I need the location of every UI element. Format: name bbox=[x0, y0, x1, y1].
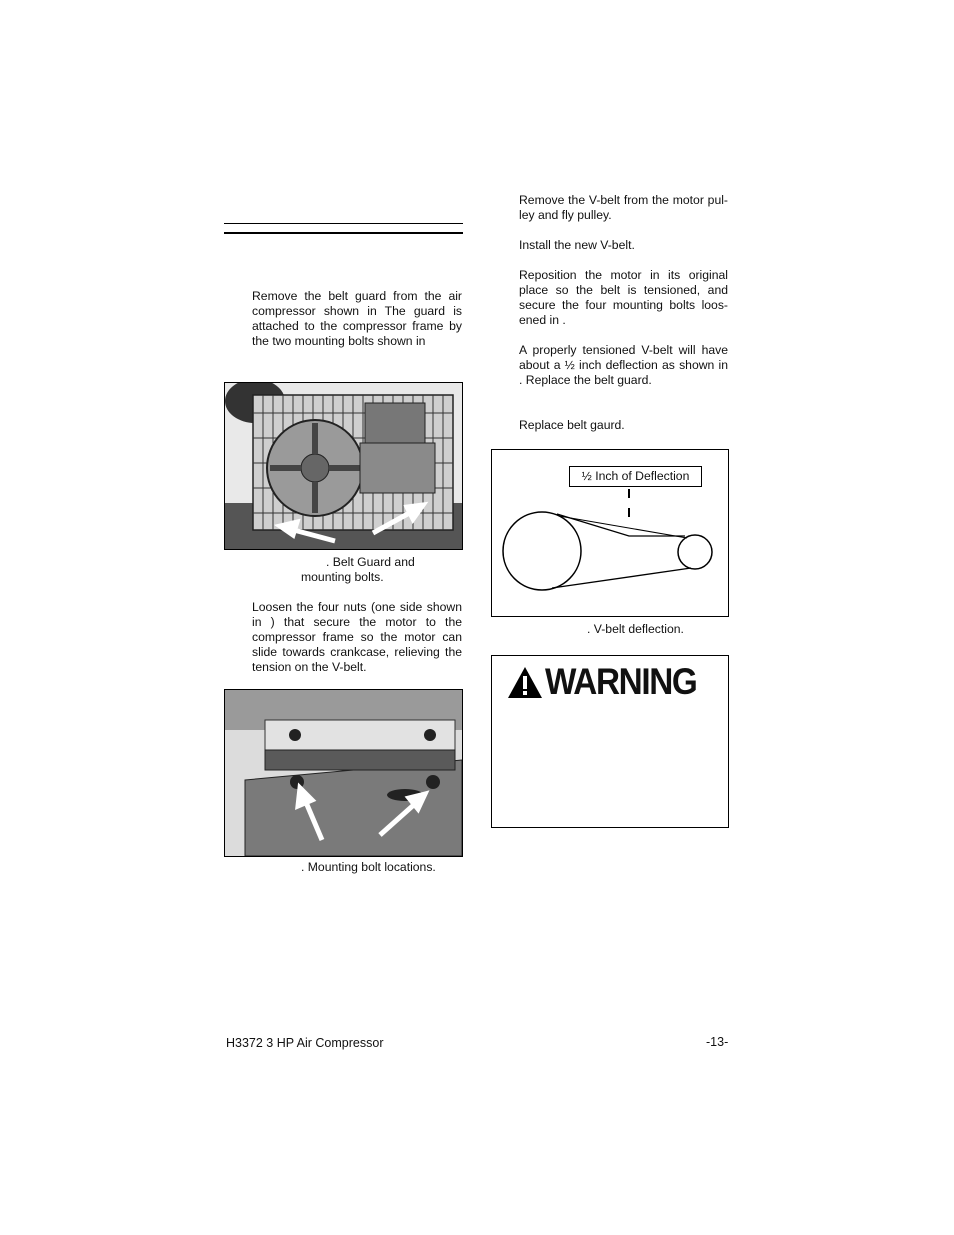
left-paragraph-1: Remove the belt guard from the air compressor shown in The guard is attached to the compressor frame by the two mounting bolts shown in bbox=[252, 289, 462, 348]
right-paragraph-2: Install the new V-belt. bbox=[519, 238, 635, 252]
mounting-bolt-illustration bbox=[225, 690, 462, 856]
deflection-label-box bbox=[569, 466, 702, 487]
right-paragraph-4: A properly tensioned V-belt will have about a ½ inch deflection as shown in . Replace the belt guard. bbox=[519, 343, 728, 387]
belt-guard-photo bbox=[224, 382, 463, 550]
belt-bottom bbox=[552, 568, 691, 588]
fly-pulley-circle bbox=[678, 535, 712, 569]
belt-guard-illustration bbox=[225, 383, 462, 549]
section-rule-top bbox=[224, 223, 463, 224]
right-paragraph-1: Remove the V-belt from the motor pul-ley and fly pulley. bbox=[519, 193, 728, 222]
warning-title: WARNING bbox=[545, 661, 697, 702]
motor-pulley-circle bbox=[503, 512, 581, 590]
right-paragraph-3: Reposition the motor in its original place so the belt is tensioned, and secure the four mounting bolts loos-ened in . bbox=[519, 268, 728, 327]
footer-model: H3372 3 HP Air Compressor bbox=[226, 1036, 384, 1050]
fig1-caption-line2: mounting bolts. bbox=[301, 570, 384, 584]
fig2-caption: . Mounting bolt locations. bbox=[301, 860, 436, 874]
warning-triangle-icon bbox=[507, 666, 543, 699]
fig3-caption: . V-belt deflection. bbox=[587, 622, 684, 636]
warning-header bbox=[507, 662, 713, 702]
warning-box bbox=[491, 655, 729, 828]
footer-page-number: -13- bbox=[706, 1035, 729, 1049]
left-paragraph-2: Loosen the four nuts (one side shown in ) that secure the motor to the compressor frame so the motor can slide towards crankcase, relieving the tension on the V-belt. bbox=[252, 600, 462, 674]
v-belt-deflection-diagram bbox=[491, 449, 729, 617]
section-rule-bottom bbox=[224, 232, 463, 234]
fig1-caption-line1: . Belt Guard and bbox=[326, 555, 415, 569]
deflection-label: ½ Inch of Deflection bbox=[581, 469, 690, 483]
right-paragraph-5: Replace belt gaurd. bbox=[519, 418, 625, 432]
mounting-bolt-photo bbox=[224, 689, 463, 857]
